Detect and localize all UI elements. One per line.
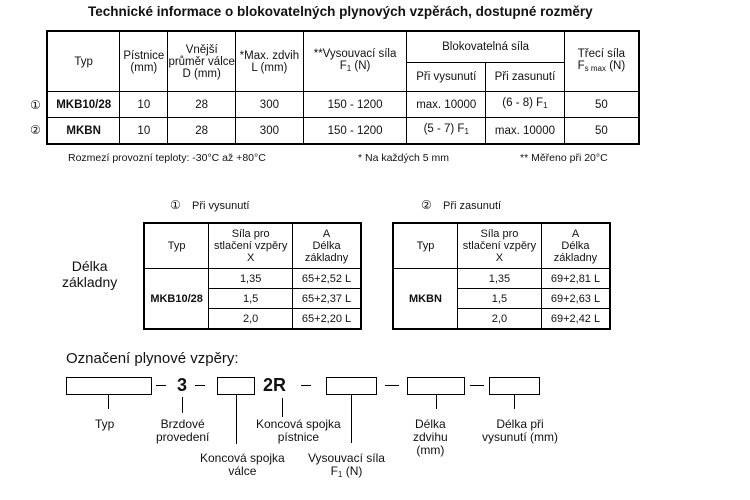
leader-line — [182, 397, 183, 413]
header-typ: Typ — [393, 223, 457, 269]
label-delka-pri-vysunuti: Délka při vysunutí (mm) — [482, 417, 559, 444]
table-pri-vysunuti — [143, 222, 362, 330]
label-brzdove-provedeni: Brzdové provedení — [156, 417, 210, 444]
cell-zasunuti: (6 - 8) $F_1$ — [486, 92, 565, 118]
cell-zasunuti: max. 10000 — [486, 118, 565, 145]
label-table-b: Při zasunutí — [443, 200, 502, 212]
cell-a: 69+2,81 L — [541, 269, 610, 289]
cell-pistnice: 10 — [120, 92, 168, 118]
cell-a: 65+2,37 L — [293, 289, 361, 309]
designation-dash — [156, 385, 166, 386]
cell-typ: MKB10/28 — [144, 269, 209, 330]
designation-box-zdvih — [407, 377, 465, 395]
cell-x: 1,5 — [209, 289, 293, 309]
designation-title: Označení plynové vzpěry: — [66, 350, 239, 367]
designation-fixed-3: 3 — [177, 375, 188, 395]
cell-x: 1,5 — [457, 289, 541, 309]
table-row — [47, 92, 639, 118]
cell-vnejsi: 28 — [168, 92, 236, 118]
designation-dash — [385, 385, 399, 386]
header-treci-sila: Třecí síla $F_{s max}$ (N) — [564, 31, 639, 92]
label-table-a: Při vysunutí — [192, 200, 250, 212]
leader-line — [108, 395, 109, 409]
note-teploty: Rozmezí provozní teploty: -30°C až +80°C — [68, 152, 266, 164]
leader-line — [236, 395, 237, 444]
cell-x: 1,35 — [209, 269, 293, 289]
label-vysouvaci-sila: Vysouvací síla $F_1$ (N) — [308, 451, 385, 479]
row-marker-1: ① — [30, 98, 41, 112]
designation-box-sila — [326, 377, 377, 395]
cell-sila: 150 - 1200 — [303, 118, 407, 145]
designation-box-typ — [66, 377, 152, 395]
label-koncova-spojka-pistnice: Koncová spojka pístnice — [256, 417, 341, 444]
cell-sila: 150 - 1200 — [303, 92, 407, 118]
cell-vnejsi: 28 — [168, 118, 236, 145]
header-typ: Typ — [144, 223, 209, 269]
header-pistnice: Pístnice (mm) — [120, 31, 168, 92]
designation-dash — [470, 385, 484, 386]
leader-line — [282, 398, 283, 417]
header-vnejsi-prumer: Vnější průměr válce D (mm) — [168, 31, 236, 92]
cell-x: 2,0 — [457, 309, 541, 330]
cell-a: 65+2,20 L — [293, 309, 361, 330]
cell-a: 65+2,52 L — [293, 269, 361, 289]
header-vysouvaci-sila: **Vysouvací síla $F_1$ (N) — [303, 31, 407, 92]
header-pri-vysunuti: Při vysunutí — [407, 63, 486, 92]
cell-typ: MKBN — [47, 118, 120, 145]
table-row — [47, 118, 639, 145]
cell-typ: MKB10/28 — [47, 92, 120, 118]
marker-table-b: ② — [421, 198, 432, 212]
side-label-delka-zakladny: Délka základny — [62, 258, 118, 290]
cell-a: 69+2,63 L — [541, 289, 610, 309]
leader-line — [514, 395, 515, 409]
label-delka-zdvihu: Délka zdvihu (mm) — [413, 417, 448, 457]
cell-vysunuti: max. 10000 — [407, 92, 486, 118]
cell-x: 1,35 — [457, 269, 541, 289]
designation-dash — [301, 385, 311, 386]
label-koncova-spojka-valce: Koncová spojka válce — [200, 451, 285, 478]
note-star: * Na každých 5 mm — [358, 152, 450, 164]
designation-fixed-2r: 2R — [263, 375, 287, 395]
cell-pistnice: 10 — [120, 118, 168, 145]
table-row — [393, 269, 610, 289]
header-blokovatelna-sila: Blokovatelná síla — [407, 31, 564, 63]
header-max-zdvih: *Max. zdvih L (mm) — [236, 31, 304, 92]
leader-line — [436, 395, 437, 409]
cell-typ: MKBN — [393, 269, 457, 330]
header-a: A Délka základny — [541, 223, 610, 269]
designation-box-vysunuti — [489, 377, 540, 395]
cell-treci: 50 — [564, 118, 639, 145]
header-a: A Délka základny — [293, 223, 361, 269]
cell-x: 2,0 — [209, 309, 293, 330]
header-sila-x: Síla pro stlačení vzpěry X — [209, 223, 293, 269]
cell-zdvih: 300 — [236, 118, 304, 145]
cell-zdvih: 300 — [236, 92, 304, 118]
table-pri-zasunuti — [392, 222, 611, 330]
note-double-star: ** Měřeno při 20°C — [520, 152, 608, 164]
header-typ: Typ — [47, 31, 120, 92]
cell-a: 69+2,42 L — [541, 309, 610, 330]
cell-vysunuti: (5 - 7) $F_1$ — [407, 118, 486, 145]
label-typ: Typ — [95, 417, 115, 431]
designation-box-koncova-valce — [217, 377, 255, 395]
marker-table-a: ① — [170, 198, 181, 212]
main-spec-table — [46, 30, 640, 145]
header-pri-zasunuti: Při zasunutí — [486, 63, 565, 92]
header-sila-x: Síla pro stlačení vzpěry X — [457, 223, 541, 269]
page-title: Technické informace o blokovatelných plynových vzpěrách, dostupné rozměry — [88, 4, 593, 19]
leader-line — [351, 395, 352, 443]
cell-treci: 50 — [564, 92, 639, 118]
row-marker-2: ② — [30, 123, 41, 137]
designation-dash — [195, 385, 205, 386]
table-row — [144, 269, 361, 289]
